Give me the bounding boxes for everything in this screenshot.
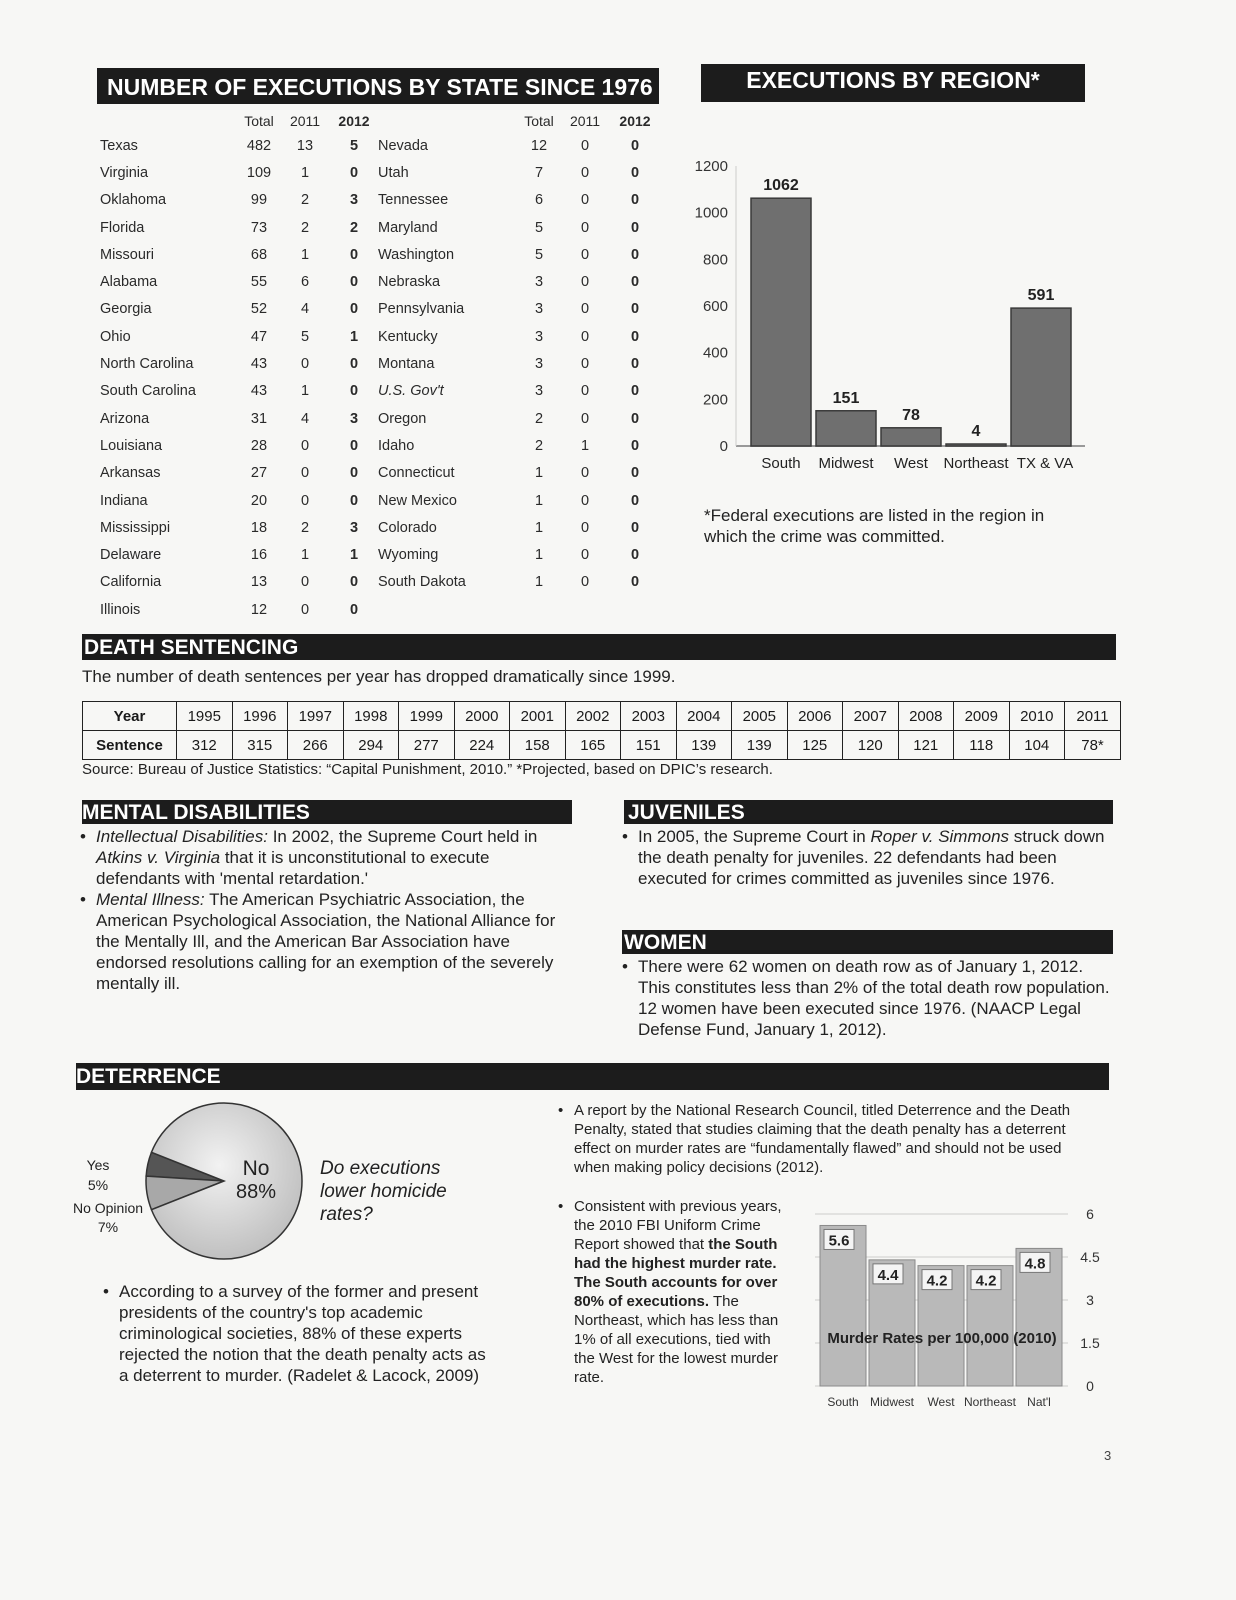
sentence-cell: 104 [1009, 731, 1065, 760]
survey-bullet [103, 1281, 488, 1386]
year-label: Year [83, 702, 177, 731]
y2011-cell: 0 [580, 356, 590, 373]
state-name: Wyoming [378, 547, 439, 564]
table-row [100, 296, 660, 323]
table-row [100, 350, 660, 377]
bullet-text: There were 62 women on death row as of January 1, 2012. This constitutes less than 2% of the total death row population. 12 women have been executed since 1976. (NAACP Legal Defense Fund, January 1, 2012). [638, 957, 1110, 1039]
total-cell: 3 [534, 301, 544, 318]
bar-value-label: 4.2 [975, 1272, 997, 1290]
bar-value-label: 4 [971, 423, 981, 440]
y2011-cell: 0 [580, 383, 590, 400]
sentence-cell: 121 [898, 731, 954, 760]
bar-value-label: 151 [832, 389, 860, 407]
state-name: Tennessee [378, 192, 449, 209]
region-bar [816, 411, 876, 446]
total-cell: 43 [250, 383, 268, 400]
y2011-cell: 1 [580, 437, 590, 454]
state-name: Nevada [378, 137, 428, 154]
year-cell: 2002 [565, 702, 621, 731]
pie-label-yes-pct: 5% [87, 1177, 109, 1193]
y2012-cell: 0 [630, 492, 640, 509]
mental-disabilities-heading: MENTAL DISABILITIES [82, 800, 572, 824]
sentence-cell: 125 [787, 731, 843, 760]
state-name: U.S. Gov't [378, 383, 444, 400]
total-cell: 43 [250, 356, 268, 373]
fbi-body [558, 1197, 790, 1387]
table-row [100, 432, 660, 459]
deterrence-heading: DETERRENCE [76, 1063, 1109, 1090]
death-sentences-table [82, 701, 1121, 760]
y-tick-label: 0 [719, 438, 728, 455]
state-name: Kentucky [378, 328, 438, 345]
table-row [100, 487, 660, 514]
sentence-cell: 266 [288, 731, 344, 760]
bullet-text: Consistent with previous years, the 2010 FBI Uniform Crime Report showed that [574, 1198, 782, 1253]
y-tick-label: 4.5 [1080, 1249, 1100, 1265]
y2011-cell: 0 [300, 356, 310, 373]
y-tick-label: 600 [702, 298, 728, 315]
table-row [100, 378, 660, 405]
y-tick-label: 1000 [694, 204, 728, 222]
sentence-cell: 277 [399, 731, 455, 760]
table-row [100, 241, 660, 268]
y2011-cell: 0 [580, 219, 590, 236]
y2011-cell: 2 [300, 519, 310, 536]
total-cell: 13 [250, 574, 268, 591]
state-name: Alabama [100, 274, 158, 291]
death-sentencing-heading: DEATH SENTENCING [82, 634, 1116, 660]
total-cell: 31 [250, 410, 268, 427]
y2011-cell: 6 [300, 274, 310, 291]
bar-value-label: 1062 [763, 177, 799, 195]
women-heading: WOMEN [622, 930, 1113, 954]
total-cell: 6 [534, 192, 544, 209]
y2011-cell: 13 [296, 137, 314, 154]
state-name: Delaware [100, 547, 162, 564]
y2011-cell: 0 [580, 192, 590, 209]
survey-body [103, 1281, 488, 1386]
year-cell: 2001 [510, 702, 566, 731]
table-row [100, 159, 660, 186]
total-cell: 12 [530, 137, 548, 154]
pie-label-yes: Yes [86, 1157, 110, 1173]
state-name: California [100, 574, 162, 591]
state-name [378, 596, 518, 623]
nrc-body [558, 1101, 1098, 1177]
y-tick-label: 3 [1086, 1292, 1094, 1308]
x-category-label: TX & VA [1016, 455, 1074, 472]
total-cell: 5 [534, 219, 544, 236]
y2012-cell: 0 [630, 465, 640, 482]
col-header-total: Total [244, 113, 274, 129]
y-tick-label: 6 [1086, 1206, 1094, 1222]
year-cell: 2005 [732, 702, 788, 731]
region-bar [751, 198, 811, 446]
sentence-cell: 120 [843, 731, 899, 760]
sentence-cell: 165 [565, 731, 621, 760]
case-name: Atkins v. Virginia [96, 848, 221, 867]
region-bar [946, 444, 1006, 446]
y-tick-label: 800 [702, 251, 728, 269]
state-name: Georgia [100, 301, 152, 318]
y2011-cell: 0 [580, 164, 590, 181]
bullet-text: In 2005, the Supreme Court in [638, 827, 871, 846]
table-row [100, 187, 660, 214]
state-name: Arizona [100, 410, 150, 427]
y2012-cell: 1 [349, 547, 359, 564]
executions-by-region-chart [690, 130, 1090, 480]
state-table-heading: NUMBER OF EXECUTIONS BY STATE SINCE 1976 [97, 68, 659, 104]
total-cell: 7 [534, 164, 544, 181]
y2011-cell: 0 [580, 301, 590, 318]
total-cell: 16 [250, 547, 268, 564]
table-row [100, 323, 660, 350]
pie-label-no: No [242, 1157, 270, 1180]
year-cell: 2009 [954, 702, 1010, 731]
pie-label-no-opinion-pct: 7% [97, 1219, 119, 1235]
state-name: Mississippi [100, 519, 171, 536]
pie-question: Do executions lower homicide rates? [320, 1158, 447, 1225]
total-cell: 1 [534, 519, 544, 536]
y2012-cell: 0 [630, 164, 640, 181]
bullet-text: that it is unconstitutional to execute defendants with 'mental retardation.' [96, 848, 490, 888]
region-chart-heading: EXECUTIONS BY REGION* [701, 64, 1085, 102]
state-name: Virginia [100, 164, 149, 181]
y2012-cell: 3 [349, 519, 359, 536]
table-row [100, 596, 660, 623]
total-cell: 18 [250, 519, 268, 536]
juveniles-heading: JUVENILES [624, 800, 1113, 824]
women-bullet [622, 956, 1114, 1040]
deterrence-pie-chart [64, 1098, 324, 1278]
x-category-label: Midwest [869, 1395, 915, 1409]
y2012-cell: 0 [630, 274, 640, 291]
y2012-cell: 0 [349, 437, 359, 454]
y2011-cell: 2 [300, 192, 310, 209]
year-cell: 2008 [898, 702, 954, 731]
table-row [100, 214, 660, 241]
y2011-cell: 0 [300, 492, 310, 509]
y2012-cell: 5 [349, 137, 359, 154]
y2012-cell: 0 [349, 601, 359, 618]
juveniles-body [622, 826, 1114, 889]
bar-value-label: 5.6 [828, 1232, 850, 1250]
state-name: Montana [378, 356, 435, 373]
sentence-cell: 224 [454, 731, 510, 760]
bar-value-label: 4.8 [1024, 1255, 1046, 1273]
total-cell: 3 [534, 274, 544, 291]
bullet-text: The Northeast, which has less than 1% of all executions, tied with the West for the lowest murder rate. [574, 1293, 779, 1386]
state-name: South Carolina [100, 383, 196, 400]
col-header-2011: 2011 [289, 113, 321, 129]
x-category-label: Northeast [963, 1395, 1017, 1409]
state-name: Florida [100, 219, 145, 236]
y2011-cell: 5 [300, 328, 310, 345]
sentence-cell: 315 [232, 731, 288, 760]
y2012-cell: 0 [630, 137, 640, 154]
total-cell: 1 [534, 492, 544, 509]
state-name: Washington [378, 246, 455, 263]
total-cell: 28 [250, 437, 268, 454]
col-header-2011: 2011 [569, 113, 601, 129]
murder-rates-chart [810, 1200, 1110, 1415]
total-cell: 68 [250, 246, 268, 263]
x-category-label: West [894, 455, 928, 472]
y-tick-label: 1200 [694, 158, 728, 175]
total-cell: 2 [534, 410, 544, 427]
total-cell [518, 596, 560, 623]
table-row [100, 569, 660, 596]
y2012-cell: 0 [349, 574, 359, 591]
y2012-cell: 1 [349, 328, 359, 345]
y2012-cell: 3 [349, 192, 359, 209]
y2011-cell: 0 [300, 437, 310, 454]
state-name: Nebraska [378, 274, 441, 291]
total-cell: 55 [250, 274, 268, 291]
y2012-cell [610, 596, 660, 623]
y2012-cell: 0 [349, 301, 359, 318]
mental-illness-bullet [80, 889, 572, 994]
state-name: Arkansas [100, 465, 161, 482]
fbi-bullet [558, 1197, 790, 1387]
x-category-label: South [827, 1395, 859, 1409]
total-cell: 12 [250, 601, 268, 618]
women-body [622, 956, 1114, 1040]
y2011-cell: 1 [300, 383, 310, 400]
total-cell: 3 [534, 383, 544, 400]
bullet-text: The American Psychiatric Association, the American Psychological Association, the National Alliance for the Mentally Ill, and the American Bar Association have endorsed resolutions calling for an exemption of the severely mentally ill. [96, 890, 556, 993]
year-cell: 1997 [288, 702, 344, 731]
year-cell: 1998 [343, 702, 399, 731]
mental-disabilities-body [80, 826, 572, 994]
state-name: Utah [378, 164, 409, 181]
bar-value-label: 591 [1027, 287, 1055, 305]
state-name: Pennsylvania [378, 301, 465, 318]
col-header-2012: 2012 [338, 113, 370, 129]
y2012-cell: 0 [630, 383, 640, 400]
table-row [100, 541, 660, 568]
state-name: Colorado [378, 519, 437, 536]
bar-value-label: 4.4 [877, 1266, 899, 1284]
sentence-label: Sentence [83, 731, 177, 760]
y-tick-label: 400 [702, 344, 728, 362]
sentence-cell: 139 [676, 731, 732, 760]
year-cell: 1996 [232, 702, 288, 731]
total-cell: 3 [534, 356, 544, 373]
sentence-cell: 78* [1065, 731, 1121, 760]
total-cell: 5 [534, 246, 544, 263]
sentence-cell: 118 [954, 731, 1010, 760]
total-cell: 1 [534, 465, 544, 482]
y2012-cell: 0 [349, 492, 359, 509]
total-cell: 99 [250, 192, 268, 209]
intellectual-disabilities-bullet [80, 826, 572, 889]
y-tick-label: 1.5 [1080, 1335, 1100, 1351]
y2011-cell: 1 [300, 164, 310, 181]
total-cell: 27 [250, 465, 268, 482]
sentencing-source: Source: Bureau of Justice Statistics: “Capital Punishment, 2010.” *Projected, based on DPIC’s research. [82, 761, 773, 778]
bullet-text: A report by the National Research Council, titled Deterrence and the Death Penalty, stated that studies claiming that the death penalty has a deterrent effect on murder rates are “fundamentally flawed” and should not be used when making policy decisions (2012). [574, 1102, 1071, 1176]
y2011-cell: 1 [300, 246, 310, 263]
table-row [100, 132, 660, 159]
y2011-cell: 0 [300, 574, 310, 591]
state-name: Idaho [378, 437, 415, 454]
year-cell: 2000 [454, 702, 510, 731]
death-sentencing-intro: The number of death sentences per year has dropped dramatically since 1999. [82, 667, 676, 686]
bullet-text: struck down the death penalty for juveniles. 22 defendants had been executed for crimes committed as juveniles since 1976. [638, 827, 1105, 888]
x-category-label: South [761, 455, 801, 472]
total-cell: 47 [250, 328, 268, 345]
sentence-cell: 158 [510, 731, 566, 760]
year-cell: 2003 [621, 702, 677, 731]
state-name: Texas [100, 137, 138, 154]
y2012-cell: 3 [349, 410, 359, 427]
y-tick-label: 0 [1086, 1378, 1094, 1394]
y2011-cell: 0 [580, 328, 590, 345]
state-name: Oregon [378, 410, 427, 427]
year-cell: 2004 [676, 702, 732, 731]
y2012-cell: 0 [630, 519, 640, 536]
bullet-emphasis: the South had the highest murder rate. The South accounts for over 80% of executions. [574, 1236, 778, 1310]
year-cell: 2007 [843, 702, 899, 731]
state-name: South Dakota [378, 574, 466, 591]
year-cell: 2006 [787, 702, 843, 731]
x-category-label: Nat'l [1027, 1395, 1051, 1409]
total-cell: 1 [534, 574, 544, 591]
y2012-cell: 0 [630, 410, 640, 427]
y2012-cell: 0 [630, 301, 640, 318]
bar-value-label: 78 [902, 406, 920, 424]
y2012-cell: 0 [349, 274, 359, 291]
table-row [100, 514, 660, 541]
y2012-cell: 0 [630, 574, 640, 591]
y2012-cell: 0 [630, 219, 640, 236]
x-category-label: Midwest [818, 455, 874, 472]
y2011-cell: 0 [580, 274, 590, 291]
page-number: 3 [1104, 1448, 1112, 1463]
y2012-cell: 0 [630, 246, 640, 263]
y2012-cell: 0 [349, 246, 359, 263]
total-cell: 1 [534, 547, 544, 564]
bullet-text: In 2002, the Supreme Court held in [267, 827, 538, 846]
y2011-cell: 0 [580, 137, 590, 154]
region-bar [1011, 308, 1071, 446]
sentence-cell: 139 [732, 731, 788, 760]
y2012-cell: 0 [349, 465, 359, 482]
bar-value-label: 4.2 [926, 1272, 948, 1290]
y2011-cell: 0 [580, 574, 590, 591]
state-name: Connecticut [378, 465, 455, 482]
y2011-cell: 0 [580, 547, 590, 564]
bullet-lead: Mental Illness: [96, 890, 205, 909]
pie-label-no-pct: 88% [235, 1181, 277, 1203]
y-tick-label: 200 [702, 391, 728, 409]
state-name: Missouri [100, 246, 154, 263]
state-name: Maryland [378, 219, 438, 236]
total-cell: 52 [250, 301, 268, 318]
region-bar [881, 428, 941, 446]
y2012-cell: 0 [630, 547, 640, 564]
pie-label-no-opinion: No Opinion [72, 1200, 144, 1216]
nrc-bullet [558, 1101, 1098, 1177]
y2011-cell: 0 [580, 465, 590, 482]
y2011-cell: 0 [300, 601, 310, 618]
table-row [100, 405, 660, 432]
total-cell: 73 [250, 219, 268, 236]
y2012-cell: 0 [630, 192, 640, 209]
y2011-cell: 0 [300, 465, 310, 482]
juveniles-bullet [622, 826, 1114, 889]
state-name: New Mexico [378, 492, 457, 509]
y2011-cell: 2 [300, 219, 310, 236]
total-cell: 3 [534, 328, 544, 345]
y2011-cell [560, 596, 610, 623]
y2011-cell: 1 [300, 547, 310, 564]
year-cell: 2010 [1009, 702, 1065, 731]
executions-by-state-table [100, 110, 660, 623]
y2011-cell: 4 [300, 301, 310, 318]
x-category-label: Northeast [943, 455, 1009, 472]
col-header-total: Total [524, 113, 554, 129]
y2012-cell: 2 [349, 219, 359, 236]
y2011-cell: 0 [580, 246, 590, 263]
state-name: Oklahoma [100, 192, 167, 209]
state-name: Indiana [100, 492, 148, 509]
state-name: Ohio [100, 328, 131, 345]
y2012-cell: 0 [630, 437, 640, 454]
year-cell: 1995 [177, 702, 233, 731]
bullet-lead: Intellectual Disabilities: [96, 827, 268, 846]
y2011-cell: 0 [580, 410, 590, 427]
state-name: Illinois [100, 601, 141, 618]
y2012-cell: 0 [349, 164, 359, 181]
y2012-cell: 0 [349, 356, 359, 373]
state-name: North Carolina [100, 356, 194, 373]
sentence-cell: 151 [621, 731, 677, 760]
total-cell: 2 [534, 437, 544, 454]
y2011-cell: 0 [580, 492, 590, 509]
table-row [100, 268, 660, 295]
y2011-cell: 0 [580, 519, 590, 536]
bullet-text: According to a survey of the former and present presidents of the country's top academic criminological societies, 88% of these experts rejected the notion that the death penalty acts as a deterrent to murder. (Radelet & Lacock, 2009) [119, 1282, 486, 1385]
col-header-2012: 2012 [619, 113, 651, 129]
case-name: Roper v. Simmons [870, 827, 1010, 846]
total-cell: 482 [246, 137, 272, 154]
year-cell: 2011 [1065, 702, 1121, 731]
year-cell: 1999 [399, 702, 455, 731]
sentence-cell: 294 [343, 731, 399, 760]
chart-title: Murder Rates per 100,000 (2010) [827, 1330, 1057, 1347]
total-cell: 20 [250, 492, 268, 509]
x-category-label: West [927, 1395, 955, 1409]
state-name: Louisiana [100, 437, 163, 454]
region-footnote: *Federal executions are listed in the region in which the crime was committed. [704, 506, 1045, 546]
y2011-cell: 4 [300, 410, 310, 427]
y2012-cell: 0 [630, 356, 640, 373]
sentence-cell: 312 [177, 731, 233, 760]
y2012-cell: 0 [630, 328, 640, 345]
table-row [100, 460, 660, 487]
y2012-cell: 0 [349, 383, 359, 400]
total-cell: 109 [246, 164, 272, 181]
